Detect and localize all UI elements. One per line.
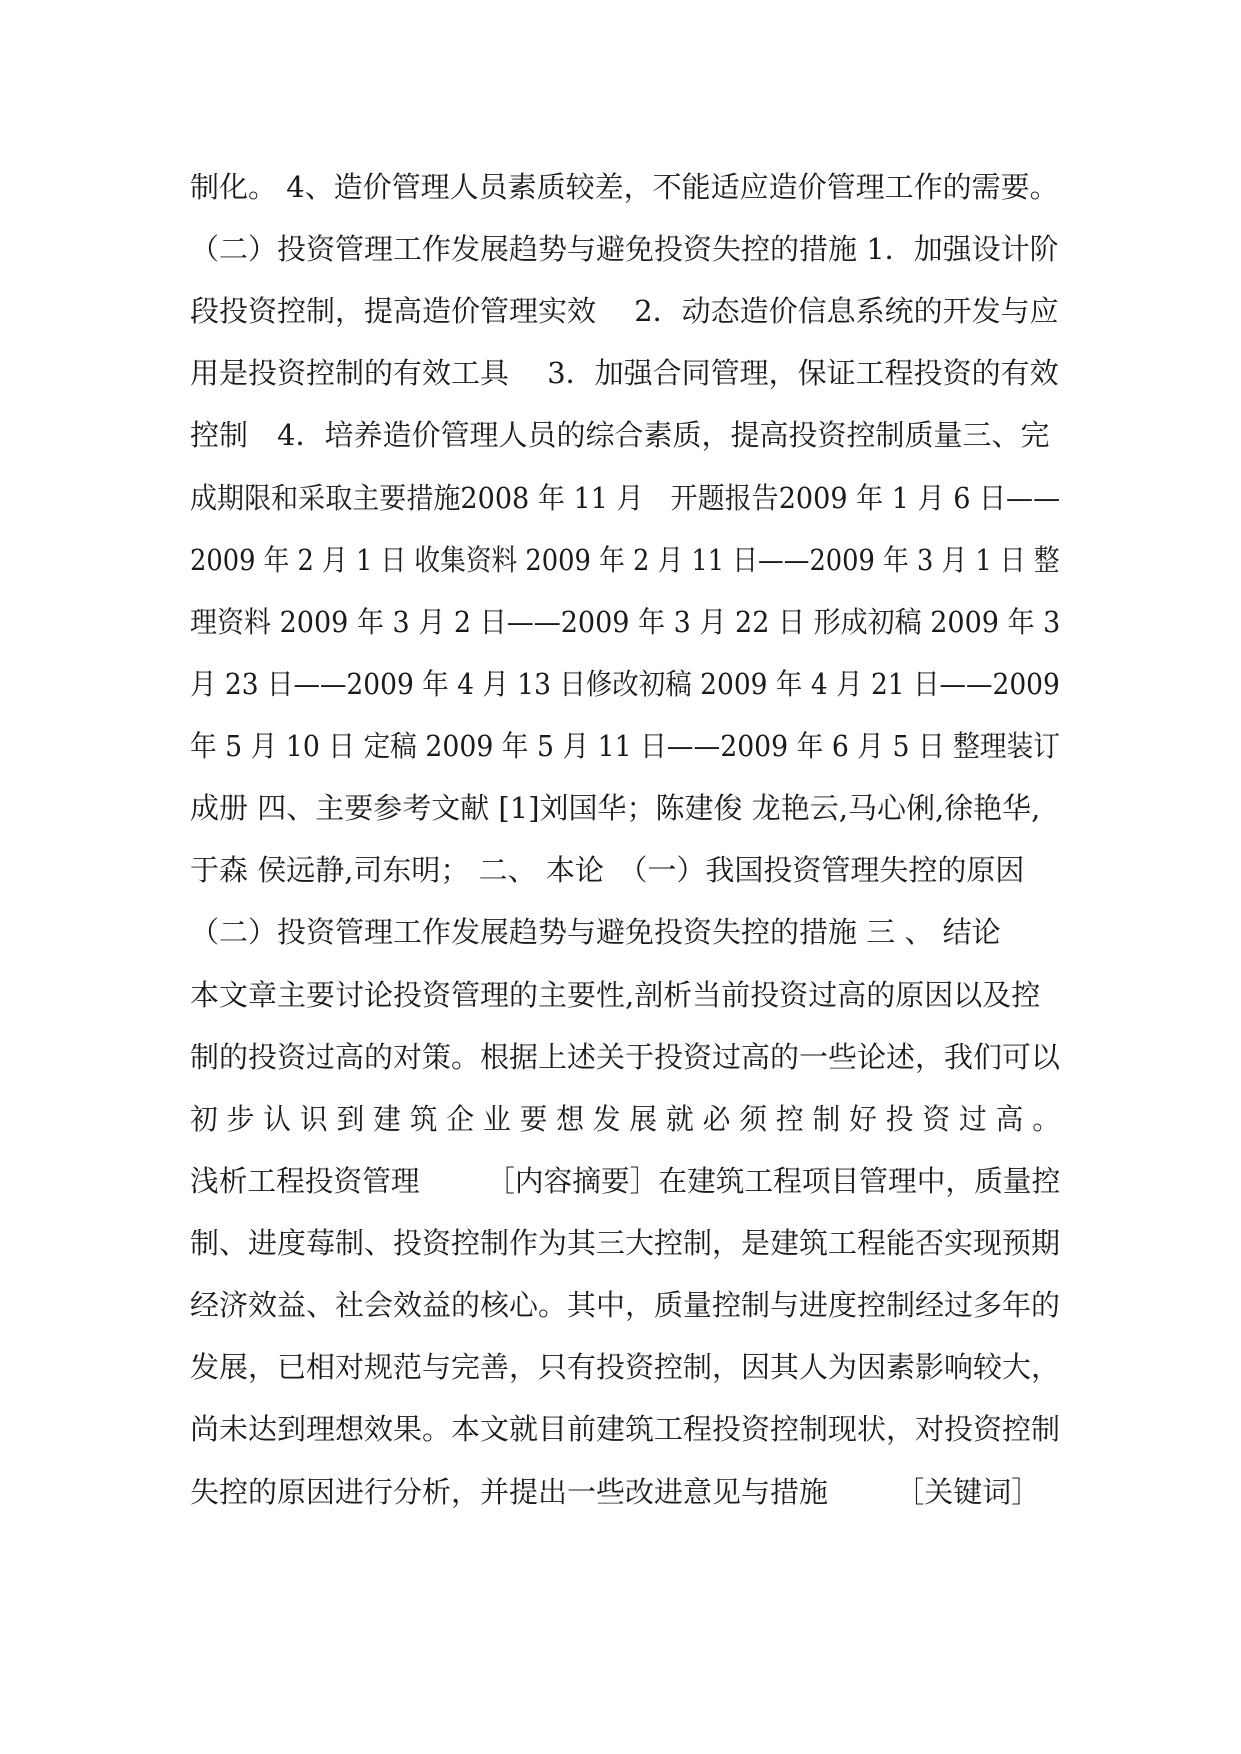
body-text-line: 尚未达到理想效果。本文就目前建筑工程投资控制现状，对投资控制	[190, 1412, 1061, 1446]
body-text-line: 制化。 4、造价管理人员素质较差，不能适应造价管理工作的需要。	[190, 170, 1059, 204]
body-text-line: 浅析工程投资管理 ［内容摘要］在建筑工程项目管理中，质量控	[190, 1164, 1061, 1198]
body-text-line: （二）投资管理工作发展趋势与避免投资失控的措施 三 、 结论	[190, 915, 1001, 949]
body-text-line: 制的投资过高的对策。根据上述关于投资过高的一些论述，我们可以	[190, 1040, 1061, 1074]
body-text-line: 本文章主要讨论投资管理的主要性,剖析当前投资过高的原因以及控	[190, 978, 1041, 1012]
body-text-line: 成期限和采取主要措施2008 年 11 月 开题报告2009 年 1 月 6 日——	[190, 481, 1061, 515]
body-text-line: 理资料 2009 年 3 月 2 日——2009 年 3 月 22 日 形成初稿 2009 年 3	[190, 605, 1061, 639]
body-text-line: 发展，已相对规范与完善，只有投资控制，因其人为因素影响较大，	[190, 1350, 1061, 1384]
body-text-line: 段投资控制，提高造价管理实效 2．动态造价信息系统的开发与应	[190, 294, 1059, 328]
body-text-line: 失控的原因进行分析，并提出一些改进意见与措施 ［关键词］	[190, 1475, 1041, 1509]
body-text-line: （二）投资管理工作发展趋势与避免投资失控的措施 1．加强设计阶	[190, 232, 1059, 266]
body-text-line: 用是投资控制的有效工具 3．加强合同管理，保证工程投资的有效	[190, 356, 1059, 390]
body-text-line: 初 步 认 识 到 建 筑 企 业 要 想 发 展 就 必 须 控 制 好 投 资 过 高 。	[190, 1102, 1061, 1136]
body-text-line: 月 23 日——2009 年 4 月 13 日修改初稿 2009 年 4 月 21 日——2009	[190, 667, 1060, 701]
body-text-line: 制、进度莓制、投资控制作为其三大控制，是建筑工程能否实现预期	[190, 1226, 1061, 1260]
body-text-line: 年 5 月 10 日 定稿 2009 年 5 月 11 日——2009 年 6 月 5 日 整理装订	[190, 729, 1060, 763]
body-text-line: 控制 4．培养造价管理人员的综合素质，提高投资控制质量三、完	[190, 418, 1050, 452]
body-text-line: 成册 四、主要参考文献 [1]刘国华；陈建俊 龙艳云,马心俐,徐艳华,	[190, 791, 1041, 825]
body-text-line: 经济效益、社会效益的核心。其中，质量控制与进度控制经过多年的	[190, 1288, 1061, 1322]
body-text-line: 于森 侯远静,司东明； 二、 本论 （一）我国投资管理失控的原因	[190, 853, 1025, 887]
body-text-line: 2009 年 2 月 1 日 收集资料 2009 年 2 月 11 日——2009 年 3 月 1 日 整	[190, 543, 1060, 577]
